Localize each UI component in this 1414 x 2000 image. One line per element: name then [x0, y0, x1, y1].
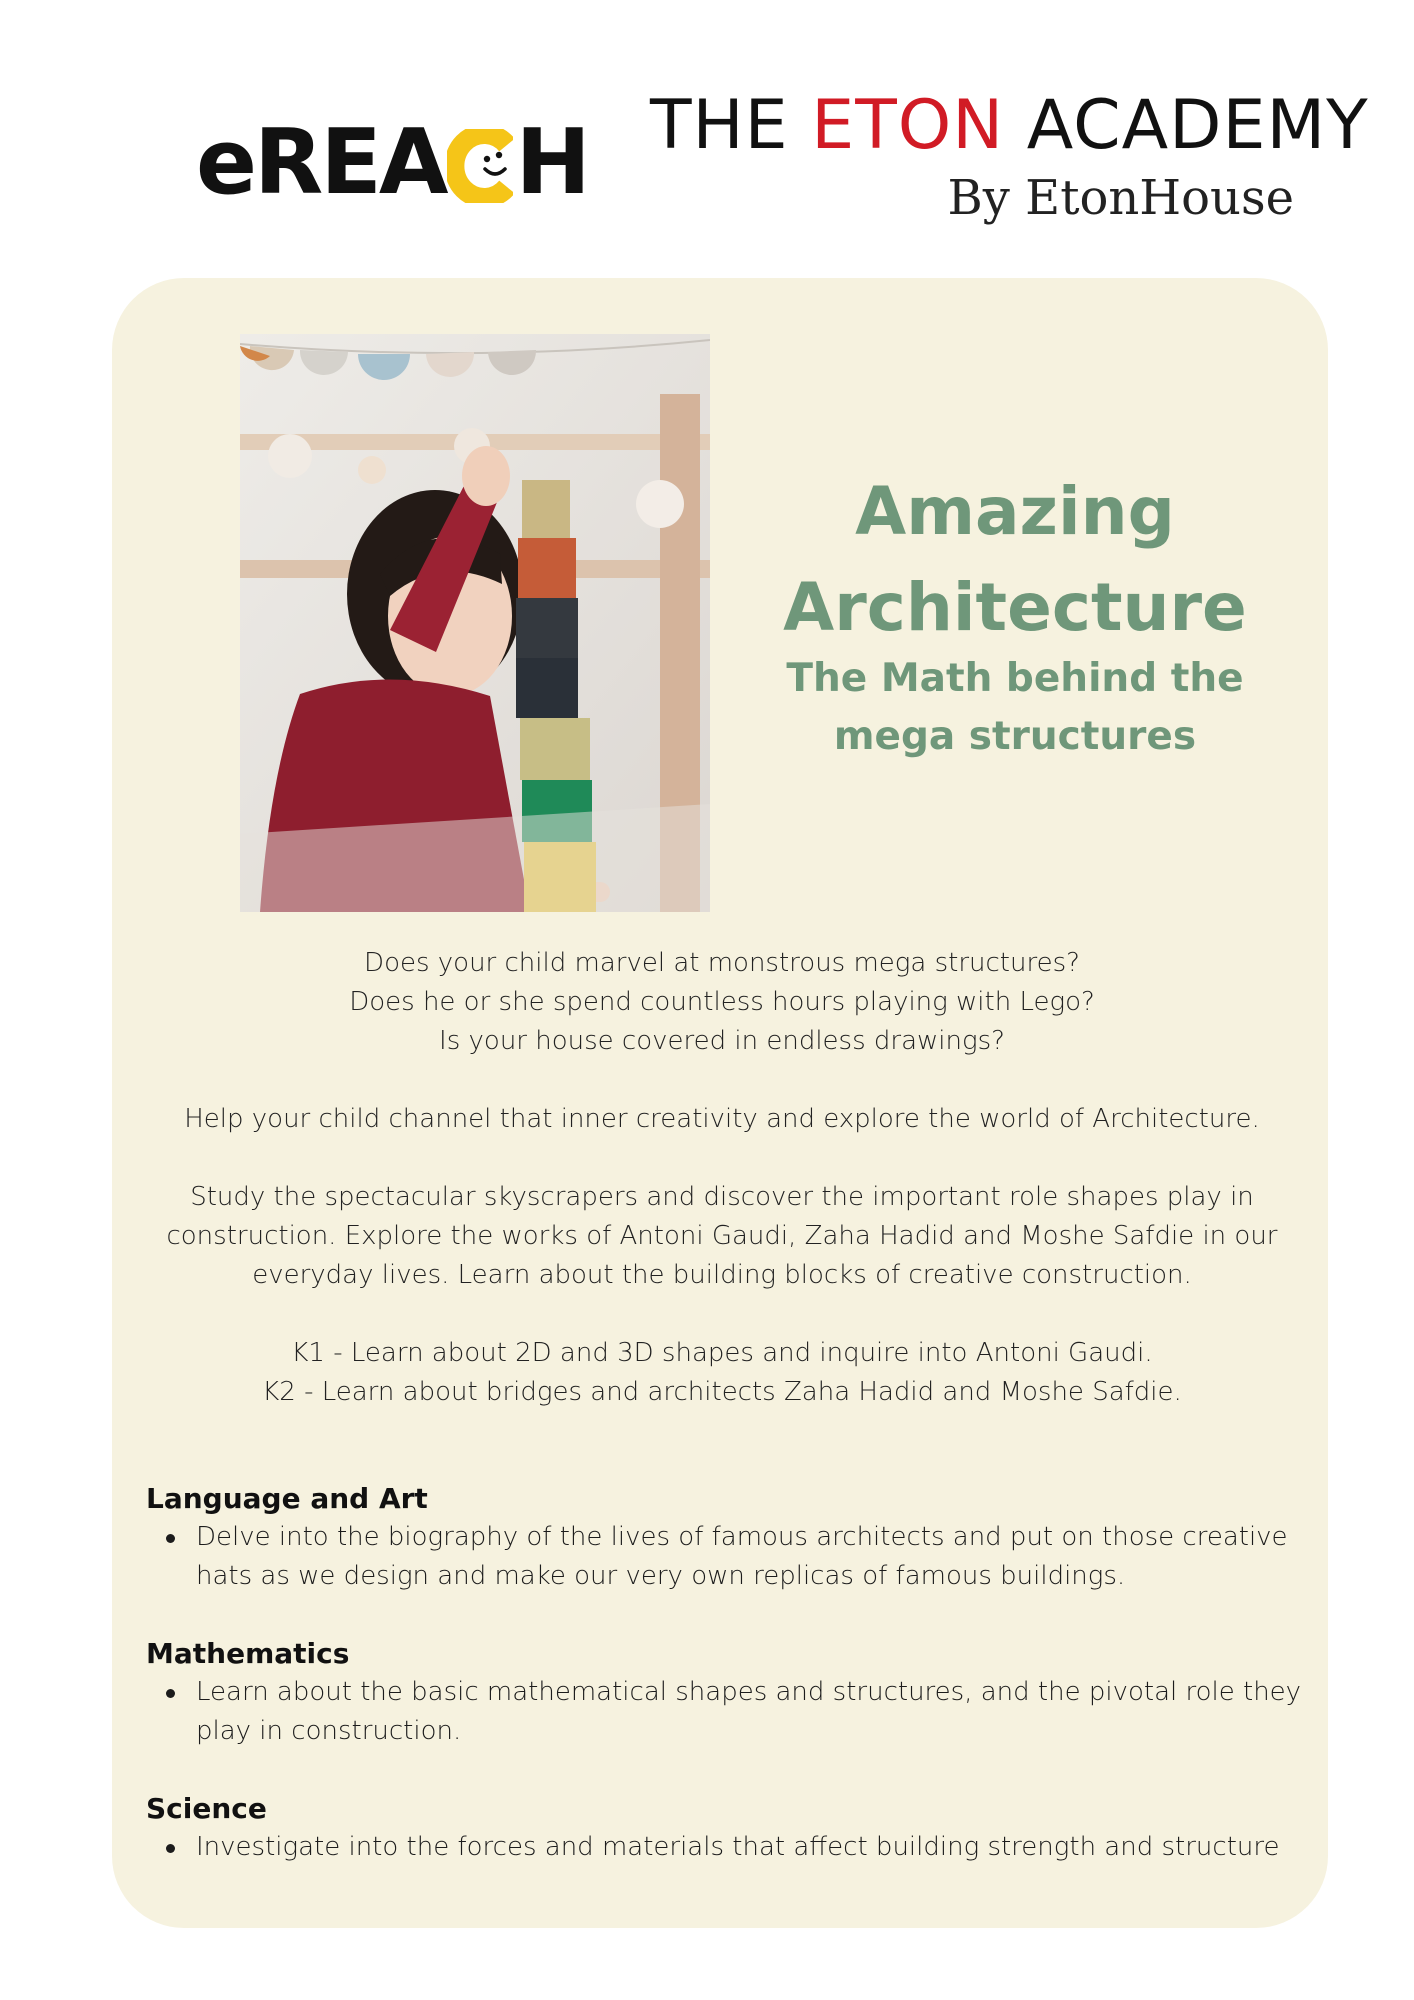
ereach-logo-text-start: eREA	[196, 110, 446, 215]
eton-academy-logo	[650, 86, 1369, 226]
subject-heading: Science	[146, 1792, 267, 1825]
eton-academy-wordmark	[650, 86, 1369, 165]
title-line-1: Amazing	[855, 473, 1175, 550]
subject-heading: Mathematics	[146, 1637, 350, 1670]
subject-science	[146, 1790, 1306, 1867]
help-line: Help your child channel that inner creativity and explore the world of Architecture.	[184, 1104, 1260, 1134]
hero-photo	[240, 334, 710, 912]
bullet-item	[196, 1518, 1306, 1596]
ereach-logo-text-end: H	[515, 110, 588, 215]
subtitle-line-1: The Math behind the	[786, 656, 1244, 701]
bullet-item	[196, 1828, 1306, 1867]
study-line: everyday lives. Learn about the building blocks of creative construction.	[252, 1260, 1192, 1290]
level-line-k1: K1 - Learn about 2D and 3D shapes and inquire into Antoni Gaudi.	[291, 1338, 1153, 1368]
bullet-line: Delve into the biography of the lives of famous architects and put on those creative	[196, 1522, 1288, 1552]
intro-text	[150, 944, 1294, 1412]
bullet-line: Learn about the basic mathematical shapes and structures, and the pivotal role they	[196, 1677, 1302, 1707]
subject-bullets	[146, 1673, 1306, 1751]
smiley-c-icon	[447, 128, 513, 202]
study-line: Study the spectacular skyscrapers and discover the important role shapes play in	[190, 1182, 1254, 1212]
eton-academy-tagline: By EtonHouse	[947, 170, 1294, 226]
subject-bullets	[146, 1518, 1306, 1596]
page-subtitle	[760, 650, 1270, 766]
bullet-line: play in construction.	[196, 1716, 462, 1746]
eton-word-academy: ACADEMY	[1026, 86, 1369, 165]
intro-levels	[150, 1334, 1294, 1412]
bullet-line: Investigate into the forces and materials that affect building strength and structure	[196, 1832, 1280, 1862]
subject-bullets	[146, 1828, 1306, 1867]
intro-questions	[150, 944, 1294, 1061]
intro-help	[150, 1100, 1294, 1139]
page-title	[760, 464, 1270, 656]
bullet-item	[196, 1673, 1306, 1751]
intro-study	[150, 1178, 1294, 1295]
level-line-k2: K2 - Learn about bridges and architects Zaha Hadid and Moshe Safdie.	[262, 1377, 1182, 1407]
question-line: Is your house covered in endless drawings?	[439, 1026, 1005, 1056]
subject-heading: Language and Art	[146, 1482, 428, 1515]
subjects-list	[146, 1480, 1306, 1906]
bullet-line: hats as we design and make our very own replicas of famous buildings.	[196, 1561, 1126, 1591]
eton-word-the: THE	[650, 86, 789, 165]
study-line: construction. Explore the works of Antoni Gaudi, Zaha Hadid and Moshe Safdie in our	[166, 1221, 1278, 1251]
subject-mathematics	[146, 1635, 1306, 1751]
title-line-2: Architecture	[783, 569, 1247, 646]
ereach-logo	[196, 110, 588, 215]
subject-language-and-art	[146, 1480, 1306, 1596]
question-line: Does your child marvel at monstrous mega structures?	[364, 948, 1080, 978]
eton-word-eton: ETON	[811, 86, 1005, 165]
question-line: Does he or she spend countless hours playing with Lego?	[349, 987, 1095, 1017]
subtitle-line-2: mega structures	[833, 714, 1197, 759]
